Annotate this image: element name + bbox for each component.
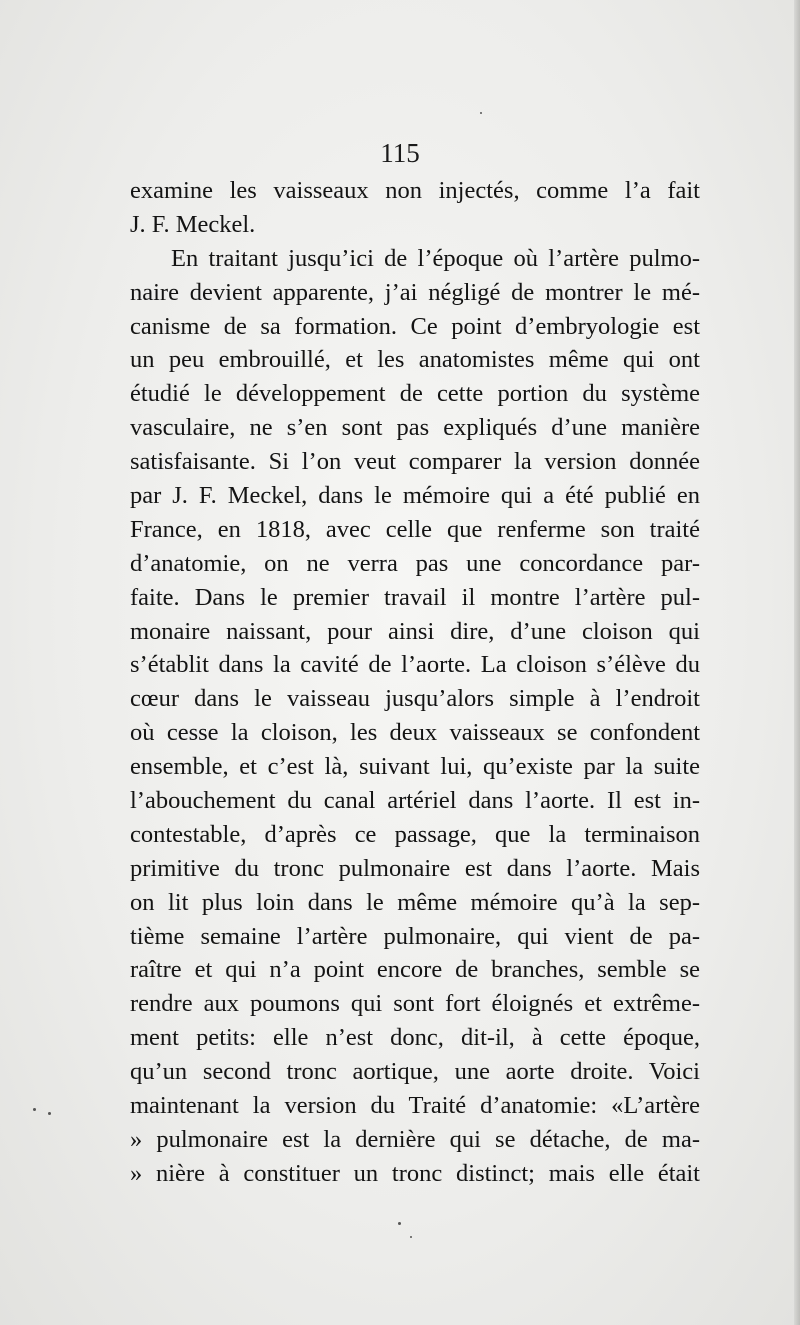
print-speck bbox=[48, 1112, 51, 1115]
page-number: 115 bbox=[380, 138, 420, 168]
print-speck bbox=[33, 1108, 36, 1111]
text-line: » pulmonaire est la dernière qui se détache, de ma- bbox=[130, 1125, 700, 1153]
text-line: rendre aux poumons qui sont fort éloignés et extrême- bbox=[130, 990, 700, 1018]
text-line: ensemble, et c’est là, suivant lui, qu’existe par la suite bbox=[130, 753, 700, 781]
text-line: s’établit dans la cavité de l’aorte. La cloison s’élève du bbox=[130, 651, 700, 679]
text-line: maintenant la version du Traité d’anatomie: «L’artère bbox=[130, 1092, 700, 1120]
page-edge bbox=[794, 0, 800, 1325]
text-line: vasculaire, ne s’en sont pas expliqués d’une manière bbox=[130, 414, 700, 442]
text-line: étudié le développement de cette portion du système bbox=[130, 380, 700, 408]
print-speck bbox=[398, 1222, 401, 1225]
text-line: examine les vaisseaux non injectés, comme l’a fait bbox=[130, 177, 700, 204]
text-line: qu’un second tronc aortique, une aorte droite. Voici bbox=[130, 1058, 700, 1086]
text-line: cœur dans le vaisseau jusqu’alors simple à l’endroit bbox=[130, 685, 700, 713]
text-line: primitive du tronc pulmonaire est dans l’aorte. Mais bbox=[130, 854, 700, 882]
text-line: satisfaisante. Si l’on veut comparer la version donnée bbox=[130, 448, 700, 476]
text-line: contestable, d’après ce passage, que la terminaison bbox=[130, 820, 700, 848]
text-line: » nière à constituer un tronc distinct; mais elle était bbox=[130, 1159, 700, 1187]
text-line: l’abouchement du canal artériel dans l’aorte. Il est in- bbox=[130, 787, 700, 815]
text-line: d’anatomie, on ne verra pas une concordance par- bbox=[130, 549, 700, 577]
text-line: tième semaine l’artère pulmonaire, qui vient de pa- bbox=[130, 922, 700, 950]
body-text bbox=[130, 174, 700, 1191]
text-line: J. F. Meckel. bbox=[130, 210, 256, 238]
text-line: En traitant jusqu’ici de l’époque où l’artère pulmo- bbox=[130, 244, 700, 272]
text-line: ment petits: elle n’est donc, dit-il, à cette époque, bbox=[130, 1024, 700, 1052]
print-speck bbox=[480, 112, 482, 114]
text-line: où cesse la cloison, les deux vaisseaux se confondent bbox=[130, 719, 700, 747]
text-line: monaire naissant, pour ainsi dire, d’une cloison qui bbox=[130, 617, 700, 645]
text-line: raître et qui n’a point encore de branches, semble se bbox=[130, 956, 700, 984]
print-speck bbox=[410, 1236, 412, 1238]
text-line: France, en 1818, avec celle que renferme son traité bbox=[130, 515, 700, 543]
text-line: naire devient apparente, j’ai négligé de montrer le mé- bbox=[130, 278, 700, 306]
text-line: par J. F. Meckel, dans le mémoire qui a été publié en bbox=[130, 482, 700, 510]
text-line: canisme de sa formation. Ce point d’embryologie est bbox=[130, 312, 700, 340]
text-line: un peu embrouillé, et les anatomistes même qui ont bbox=[130, 346, 700, 374]
text-line: faite. Dans le premier travail il montre l’artère pul- bbox=[130, 583, 700, 611]
text-line: on lit plus loin dans le même mémoire qu’à la sep- bbox=[130, 888, 700, 916]
